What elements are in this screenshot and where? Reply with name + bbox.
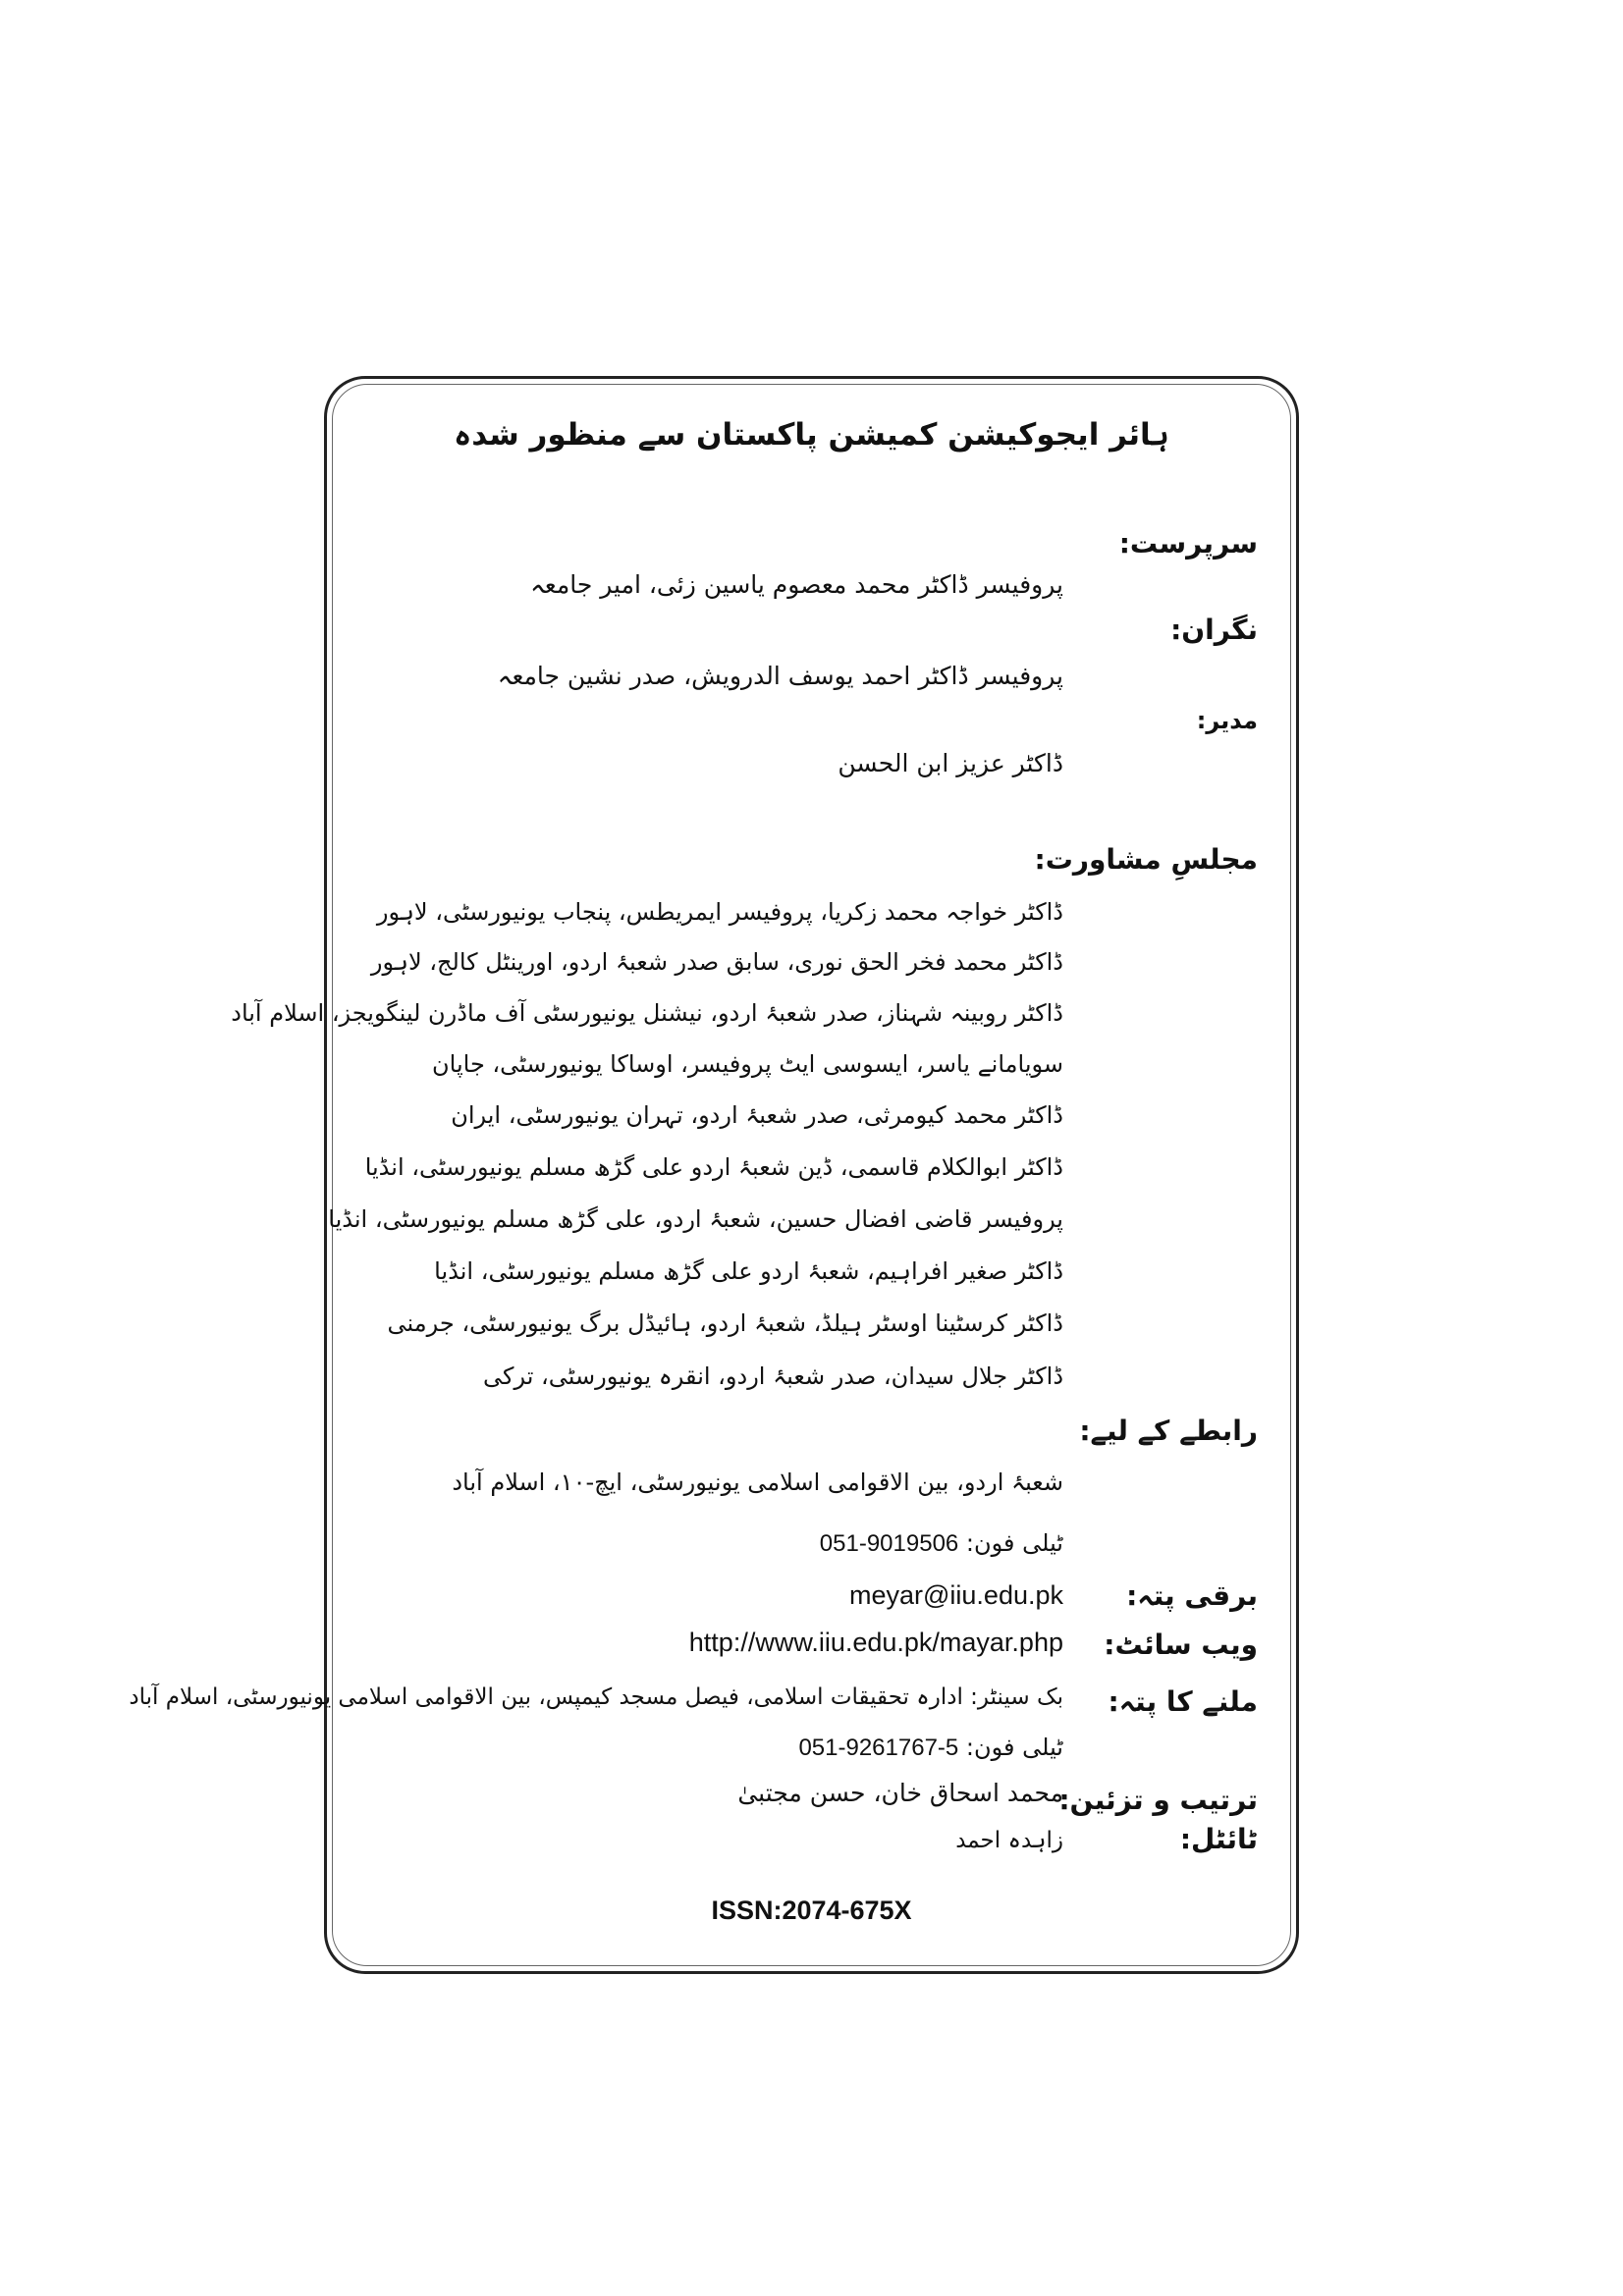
- email-label: برقی پتہ:: [1126, 1579, 1258, 1612]
- title-design-label: ٹائٹل:: [1179, 1823, 1258, 1855]
- advisory-board-label: مجلسِ مشاورت:: [1034, 843, 1258, 876]
- advisory-member: سویامانے یاسر، ایسوسی ایٹ پروفیسر، اوساکا یونیورسٹی، جاپان: [432, 1050, 1063, 1078]
- issn: ISSN:2074-675X: [711, 1896, 912, 1925]
- contact-label: رابطے کے لیے:: [1079, 1415, 1258, 1447]
- contact-phone-number: 051-9019506: [819, 1530, 959, 1557]
- advisory-member: پروفیسر قاضی افضال حسین، شعبۂ اردو، علی گڑھ مسلم یونیورسٹی، انڈیا: [328, 1205, 1063, 1233]
- availability-phone: [798, 1735, 1063, 1760]
- patron-value: پروفیسر ڈاکٹر محمد معصوم یاسین زئی، امیر جامعہ: [530, 570, 1063, 599]
- advisory-member: ڈاکٹر محمد کیومرثی، صدر شعبۂ اردو، تہران یونیورسٹی، ایران: [451, 1101, 1063, 1129]
- supervisor-label: نگران:: [1170, 614, 1258, 646]
- availability-label: ملنے کا پتہ:: [1108, 1685, 1258, 1718]
- editor-value: ڈاکٹر عزیز ابن الحسن: [838, 749, 1063, 777]
- composition-value: محمد اسحاق خان، حسن مجتبیٰ: [737, 1779, 1063, 1807]
- availability-phone-label: ٹیلی فون:: [965, 1734, 1063, 1761]
- contact-phone: [820, 1531, 1063, 1556]
- contact-address: شعبۂ اردو، بین الاقوامی اسلامی یونیورسٹی، ایچ-۱۰، اسلام آباد: [452, 1468, 1063, 1496]
- advisory-member: ڈاکٹر جلال سیدان، صدر شعبۂ اردو، انقرہ یونیورسٹی، ترکی: [483, 1362, 1063, 1390]
- supervisor-value: پروفیسر ڈاکٹر احمد یوسف الدرویش، صدر نشین جامعہ: [497, 662, 1063, 690]
- composition-label: ترتیب و تزئین:: [1058, 1784, 1258, 1816]
- title-design-value: زاہدہ احمد: [955, 1828, 1063, 1853]
- availability-phone-number: 051-9261767-5: [798, 1735, 959, 1761]
- website-value: http://www.iiu.edu.pk/mayar.php: [688, 1628, 1063, 1657]
- advisory-member: ڈاکٹر ابوالکلام قاسمی، ڈین شعبۂ اردو علی گڑھ مسلم یونیورسٹی، انڈیا: [364, 1153, 1063, 1181]
- availability-value: بک سینٹر: ادارہ تحقیقات اسلامی، فیصل مسجد کیمپس، بین الاقوامی اسلامی یونیورسٹی، اسلام آباد: [129, 1684, 1063, 1710]
- advisory-member: ڈاکٹر خواجہ محمد زکریا، پروفیسر ایمریطس، پنجاب یونیورسٹی، لاہور: [376, 898, 1063, 926]
- email-value: meyar@iiu.edu.pk: [848, 1580, 1063, 1610]
- advisory-member: ڈاکٹر صغیر افراہیم، شعبۂ اردو علی گڑھ مسلم یونیورسٹی، انڈیا: [434, 1257, 1063, 1285]
- approval-heading: ہائر ایجوکیشن کمیشن پاکستان سے منظور شدہ: [454, 417, 1169, 453]
- advisory-member: ڈاکٹر کرسٹینا اوسٹر ہیلڈ، شعبۂ اردو، ہائیڈل برگ یونیورسٹی، جرمنی: [387, 1309, 1063, 1337]
- website-label: ویب سائٹ:: [1104, 1629, 1258, 1661]
- contact-phone-label: ٹیلی فون:: [965, 1529, 1063, 1557]
- editor-label: مدیر:: [1196, 707, 1258, 734]
- advisory-member: ڈاکٹر محمد فخر الحق نوری، سابق صدر شعبۂ اردو، اورینٹل کالج، لاہور: [370, 948, 1063, 976]
- patron-label: سرپرست:: [1118, 527, 1258, 560]
- advisory-member: ڈاکٹر روبینہ شہناز، صدر شعبۂ اردو، نیشنل یونیورسٹی آف ماڈرن لینگویجز، اسلام آباد: [231, 999, 1063, 1027]
